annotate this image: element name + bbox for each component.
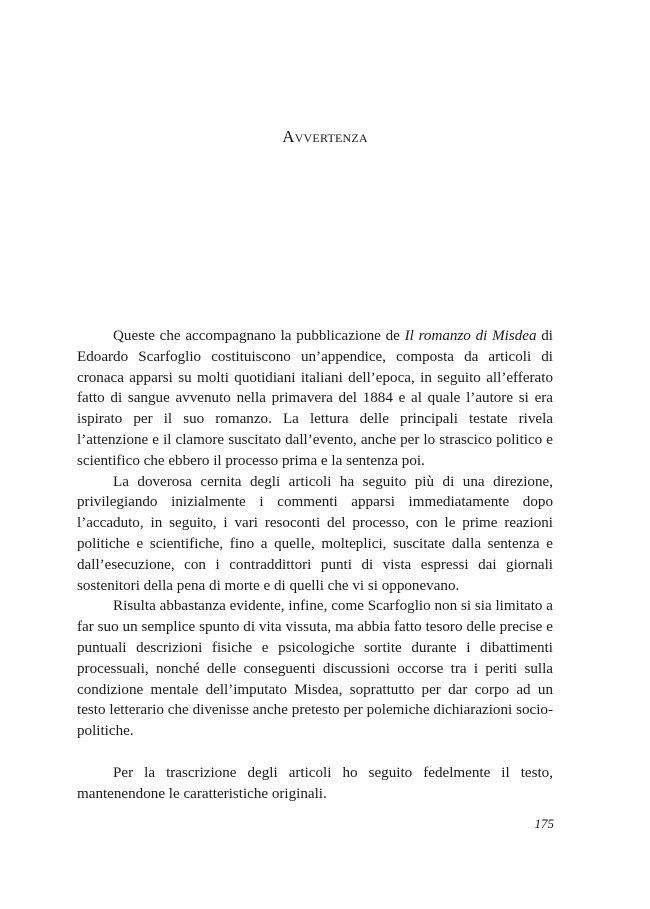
body-text xyxy=(77,326,553,804)
paragraph-1-rest: di Edoardo Scarfoglio costituiscono un’appendice, composta da articoli di cronaca apparsi su molti quotidiani italiani dell’epoca, in seguito all’efferato fatto di sangue avvenuto nella primavera del 1884 e al quale l’autore si era ispirato per il suo romanzo. La lettura delle principali testate rivela l’attenzione e il clamore suscitato dall’evento, anche per lo strascico politico e scientifico che ebbero il processo prima e la sentenza poi. xyxy=(77,328,553,469)
paragraph-4: Per la trascrizione degli articoli ho seguito fedelmente il testo, mantenendone le caratteristiche originali. xyxy=(77,764,553,802)
paragraph-1 xyxy=(77,326,553,472)
page-number: 175 xyxy=(534,816,554,831)
paragraph-3: Risulta abbastanza evidente, infine, come Scarfoglio non si sia limitato a far suo un semplice spunto di vita vissuta, ma abbia fatto tesoro delle precise e puntuali descrizioni fisiche e psicologiche sortite durante i dibattimenti processuali, nonché delle conseguenti discussioni occorse tra i periti sulla condizione mentale dell’imputato Misdea, soprattutto per dar corpo ad un testo letterario che divenisse anche pretesto per polemiche dichiarazioni socio-politiche. xyxy=(77,598,553,740)
book-title: Il romanzo di Misdea xyxy=(404,328,537,344)
paragraph-1-lead: Queste che accompagnano la pubblicazione de xyxy=(113,328,405,344)
paragraph-2: La doverosa cernita degli articoli ha seguito più di una direzione, privilegiando inizialmente i commenti apparsi immediatamente dopo l’accaduto, in seguito, i vari resoconti del processo, con le prime reazioni politiche e scientifiche, fino a quelle, molteplici, suscitate dalla sentenza e dall’esecuzione, con i contraddittori punti di vista espressi dai giornali sostenitori della pena di morte e di quelli che vi si opponevano. xyxy=(77,473,553,594)
page-title: Avvertenza xyxy=(282,127,368,146)
